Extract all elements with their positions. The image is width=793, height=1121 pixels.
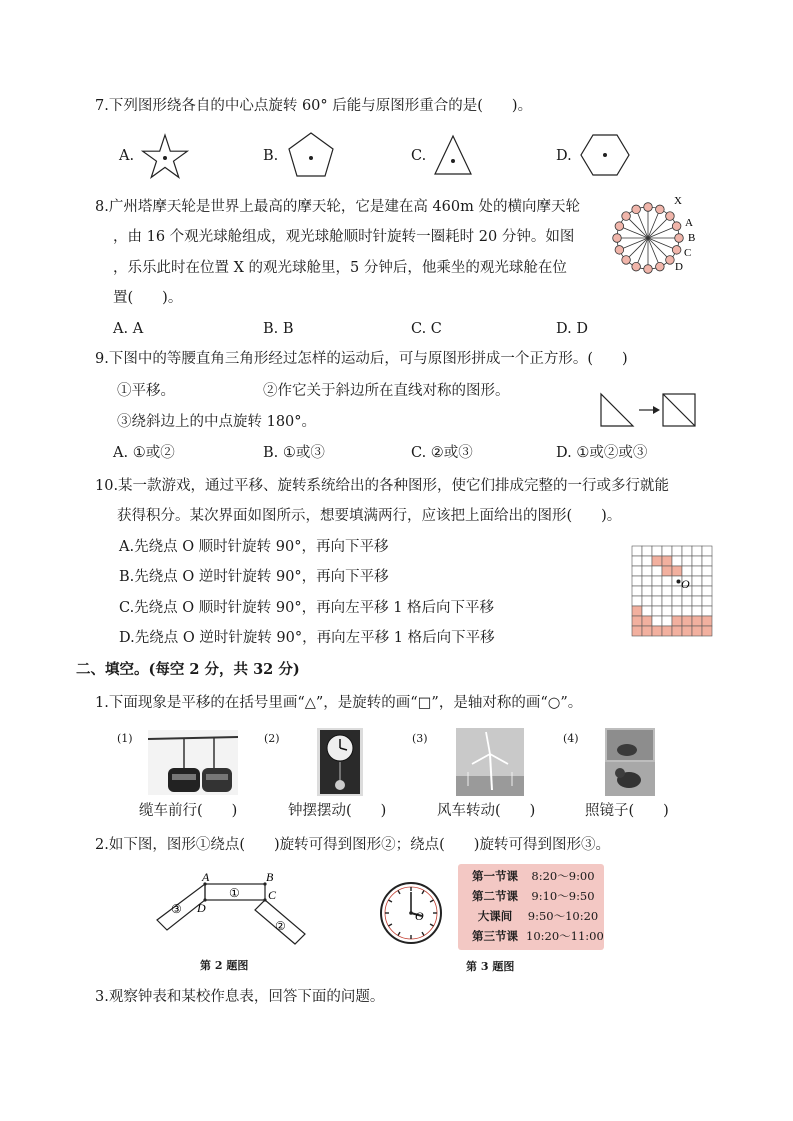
grid-cell-filled: [642, 626, 652, 636]
grid-cell-filled: [642, 616, 652, 626]
grid-cell: [652, 616, 662, 626]
grid-cell: [632, 596, 642, 606]
grid-cell-filled: [632, 606, 642, 616]
wheel-label-c: C: [684, 247, 692, 259]
grid-cell: [702, 596, 712, 606]
f3-stem: 3.观察钟表和某校作息表，回答下面的问题。: [95, 989, 385, 1005]
grid-cell: [702, 576, 712, 586]
grid-label-o: O: [681, 577, 690, 591]
clock-figure: [378, 880, 444, 946]
q9-stem: 9.下图中的等腰直角三角形经过怎样的运动后，可与原图形拼成一个正方形。( ): [95, 351, 628, 367]
rotation-figure: [145, 868, 315, 948]
f1-item-1-num: (1): [117, 732, 133, 745]
f1-stem: 1.下面现象是平移的在括号里画“△”，是旋转的画“□”，是轴对称的画“○”。: [95, 695, 583, 711]
fig2-label-c: C: [268, 888, 277, 902]
q10-option-a: A.先绕点 O 顺时针旋转 90°，再向下平移: [119, 539, 389, 555]
tetris-grid-figure: [630, 544, 714, 644]
q9-item-2: ②作它关于斜边所在直线对称的图形。: [263, 383, 510, 399]
grid-cell: [662, 596, 672, 606]
grid-cell: [632, 586, 642, 596]
grid-cell: [682, 596, 692, 606]
f1-item-1-caption: 缆车前行( ): [139, 803, 238, 819]
q9-option-b: B. ①或③: [263, 445, 325, 461]
schedule-time: 9:10～9:50: [531, 889, 595, 903]
grid-cell-filled: [672, 626, 682, 636]
schedule-row: [464, 928, 604, 944]
wheel-cabin: [632, 262, 641, 271]
f2-stem: 2.如下图，图形①绕点( )旋转可得到图形②；绕点( )旋转可得到图形③。: [95, 837, 610, 853]
q8-option-c: C. C: [411, 321, 442, 337]
clock-label-o: O: [415, 909, 424, 923]
wheel-label-a: A: [685, 217, 693, 229]
wheel-cabin: [656, 205, 665, 214]
schedule-time: 10:20～11:00: [526, 929, 604, 943]
grid-cell: [642, 566, 652, 576]
grid-cell-filled: [662, 566, 672, 576]
f1-item-2-caption: 钟摆摆动( ): [288, 803, 387, 819]
fig2-label-d: D: [197, 901, 206, 915]
grid-cell: [652, 586, 662, 596]
grid-cell-filled: [662, 556, 672, 566]
grid-cell: [652, 566, 662, 576]
grid-cell: [672, 556, 682, 566]
grid-cell-filled: [652, 556, 662, 566]
grid-cell-filled: [662, 626, 672, 636]
grid-cell: [652, 546, 662, 556]
schedule-time: 8:20～9:00: [531, 869, 595, 883]
q10-line2: 获得积分。某次界面如图所示，想要填满两行，应该把上面给出的图形( )。: [117, 508, 622, 524]
triangle-figure: [432, 132, 474, 178]
grid-cell-filled: [702, 626, 712, 636]
windmill-image: [456, 728, 524, 796]
fig2-shape-1: ①: [229, 886, 240, 900]
grid-cell: [632, 556, 642, 566]
grid-cell: [632, 566, 642, 576]
ferris-wheel-figure: [610, 192, 700, 282]
grid-cell-filled: [692, 616, 702, 626]
schedule-row: [464, 868, 600, 884]
fig2-label-a: A: [202, 870, 210, 884]
f1-item-4-num: (4): [563, 732, 579, 745]
grid-cell: [702, 556, 712, 566]
q9-option-c: C. ②或③: [411, 445, 473, 461]
q7-option-b-label: B.: [263, 148, 279, 164]
q10-option-d: D.先绕点 O 逆时针旋转 90°，再向左平移 1 格后向下平移: [119, 630, 495, 646]
wheel-cabin: [622, 212, 631, 221]
f1-item-4-caption: 照镜子( ): [585, 803, 669, 819]
f3-caption: 第 3 题图: [466, 960, 515, 973]
grid-cell: [692, 576, 702, 586]
wheel-cabin: [675, 234, 684, 243]
grid-cell: [692, 606, 702, 616]
wheel-label-b: B: [688, 232, 696, 244]
q8-line1: 8.广州塔摩天轮是世界上最高的摩天轮，它是建在高 460m 处的横向摩天轮: [95, 199, 580, 215]
arrow-icon: [653, 406, 660, 414]
grid-cell: [702, 606, 712, 616]
grid-cell-filled: [672, 566, 682, 576]
wheel-cabin: [656, 262, 665, 271]
cable-car-image: [148, 730, 238, 795]
wheel-cabin: [622, 256, 631, 265]
grid-cell-filled: [632, 616, 642, 626]
wheel-cabin: [672, 246, 681, 255]
schedule-period: 第一节课: [472, 869, 518, 883]
q8-option-d: D. D: [556, 321, 588, 337]
grid-cell: [662, 546, 672, 556]
q10-option-b: B.先绕点 O 逆时针旋转 90°，再向下平移: [119, 569, 389, 585]
grid-cell: [652, 576, 662, 586]
wheel-cabin: [632, 205, 641, 214]
wheel-label-x: X: [674, 195, 682, 207]
q7-option-a-label: A.: [119, 148, 135, 164]
wheel-cabin: [666, 256, 675, 265]
fig2-shape-2: ②: [275, 919, 286, 933]
f2-caption: 第 2 题图: [200, 959, 249, 972]
schedule-table: [458, 864, 604, 950]
triangle-to-square-figure: [597, 390, 697, 432]
grid-cell: [692, 596, 702, 606]
wheel-cabin: [666, 212, 675, 221]
grid-cell-filled: [652, 626, 662, 636]
grid-cell-filled: [672, 616, 682, 626]
wheel-cabin: [644, 203, 653, 212]
grid-cell: [692, 586, 702, 596]
f1-item-3-num: (3): [412, 732, 428, 745]
grid-cell: [642, 576, 652, 586]
q10-line1: 10.某一款游戏，通过平移、旋转系统给出的各种图形，使它们排成完整的一行或多行就能: [95, 478, 670, 494]
f1-item-2-num: (2): [264, 732, 280, 745]
schedule-row: [464, 888, 600, 904]
grid-cell-filled: [632, 626, 642, 636]
grid-cell: [642, 556, 652, 566]
q7-stem: 7.下列图形绕各自的中心点旋转 60° 后能与原图形重合的是( )。: [95, 98, 533, 114]
q9-item-1: ①平移。: [117, 383, 175, 399]
fig2-label-b: B: [266, 870, 274, 884]
grid-cell: [662, 586, 672, 596]
grid-cell: [642, 586, 652, 596]
grid-cell: [692, 546, 702, 556]
wheel-cabin: [613, 234, 622, 243]
grid-cell: [652, 596, 662, 606]
grid-cell: [672, 546, 682, 556]
q9-item-3: ③绕斜边上的中点旋转 180°。: [117, 414, 317, 430]
pendulum-clock-image: [317, 728, 363, 796]
grid-cell: [632, 576, 642, 586]
q8-line3: ，乐乐此时在位置 X 的观光球舱里，5 分钟后，他乘坐的观光球舱在位: [113, 260, 567, 276]
schedule-time: 9:50～10:20: [527, 909, 599, 923]
q7-option-c-label: C.: [411, 148, 427, 164]
grid-cell: [682, 556, 692, 566]
grid-cell: [692, 556, 702, 566]
grid-cell-filled: [682, 616, 692, 626]
grid-cell: [672, 606, 682, 616]
schedule-period: 第三节课: [472, 929, 518, 943]
grid-cell: [692, 566, 702, 576]
hexagon-figure: [578, 132, 632, 178]
grid-cell: [662, 576, 672, 586]
schedule-period: 第二节课: [472, 889, 518, 903]
q8-option-b: B. B: [263, 321, 294, 337]
grid-cell: [642, 606, 652, 616]
wheel-cabin: [672, 222, 681, 231]
cat-mirror-image: [605, 728, 655, 796]
wheel-label-d: D: [675, 261, 683, 273]
q9-option-a: A. ①或②: [113, 445, 175, 461]
q9-option-d: D. ①或②或③: [556, 445, 648, 461]
section-2-title: 二、填空。(每空 2 分，共 32 分): [76, 661, 300, 678]
grid-cell: [652, 606, 662, 616]
q7-option-d-label: D.: [556, 148, 572, 164]
grid-cell: [682, 546, 692, 556]
q8-line2: ，由 16 个观光球舱组成，观光球舱顺时针旋转一圈耗时 20 分钟。如图: [113, 229, 575, 245]
wheel-cabin: [644, 265, 653, 274]
grid-cell: [702, 586, 712, 596]
wheel-cabin: [615, 222, 624, 231]
grid-cell: [682, 566, 692, 576]
grid-cell-filled: [682, 626, 692, 636]
grid-cell: [682, 606, 692, 616]
schedule-row: [464, 908, 600, 924]
grid-cell: [642, 596, 652, 606]
q10-option-c: C.先绕点 O 顺时针旋转 90°，再向左平移 1 格后向下平移: [119, 600, 495, 616]
grid-cell: [702, 546, 712, 556]
f1-item-3-caption: 风车转动( ): [437, 803, 536, 819]
grid-cell-filled: [692, 626, 702, 636]
grid-cell: [702, 566, 712, 576]
grid-cell: [642, 546, 652, 556]
wheel-cabin: [615, 246, 624, 255]
q8-option-a: A. A: [113, 321, 144, 337]
schedule-period: 大课间: [477, 909, 513, 923]
grid-cell: [662, 606, 672, 616]
q8-line4: 置( )。: [113, 290, 183, 306]
grid-point-o: [677, 580, 681, 584]
grid-cell: [662, 616, 672, 626]
grid-cell: [672, 596, 682, 606]
pentagon-figure: [285, 130, 337, 180]
grid-cell-filled: [702, 616, 712, 626]
fig2-shape-3: ③: [171, 902, 182, 916]
star-figure: [140, 132, 190, 180]
grid-cell: [632, 546, 642, 556]
